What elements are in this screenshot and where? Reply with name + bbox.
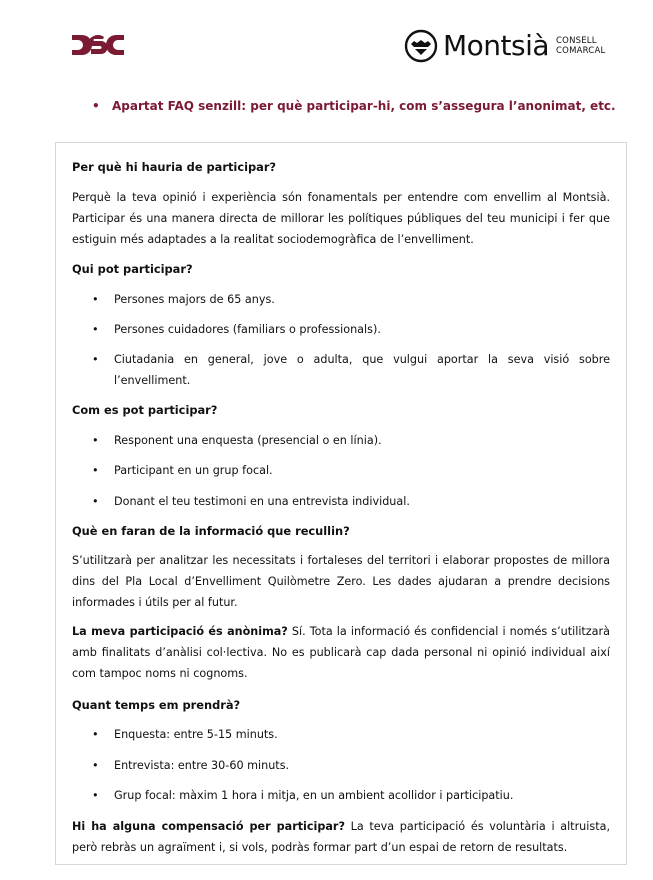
faq-question-use: Què en faran de la informació que recullin?: [72, 524, 350, 538]
list-item-text: Persones majors de 65 anys.: [114, 293, 275, 306]
bullet-icon: •: [92, 495, 99, 508]
list-item-text: Responent una enquesta (presencial o en línia).: [114, 434, 382, 447]
list-item: [92, 724, 610, 745]
faq-answer-comp: La teva participació és voluntària i altruista, però rebràs un agraïment i, si vols, podràs formar part d’un espai de retorn de resultats.: [72, 820, 610, 854]
montsia-emblem-icon: [404, 29, 438, 63]
intro-bullet-text: Apartat FAQ senzill: per què participar-hi, com s’assegura l’anonimat, etc.: [112, 99, 616, 113]
faq-compensation: [72, 816, 610, 858]
list-item: [92, 785, 610, 806]
faq-question-how: Com es pot participar?: [72, 403, 218, 417]
faq-question-time: Quant temps em prendrà?: [72, 698, 241, 712]
faq-anonymity: [72, 621, 610, 684]
faq-answer-use: S’utilitzarà per analitzar les necessitats i fortaleses del territori i elaborar propostes de millora dins del Pla Local d’Envelliment Quilòmetre Zero. Les dades ajudaran a prendre decisions informades i útils per al futur.: [72, 554, 610, 609]
bullet-icon: •: [92, 759, 99, 772]
list-item-text: Entrevista: entre 30-60 minuts.: [114, 759, 290, 772]
bullet-icon: •: [92, 353, 99, 366]
comarcal-text: COMARCAL: [556, 46, 606, 56]
list-item-text: Grup focal: màxim 1 hora i mitja, en un ambient acollidor i participatiu.: [114, 789, 514, 802]
list-item: [92, 319, 610, 340]
intro-bullet-item: [92, 99, 616, 113]
bullet-icon: •: [92, 789, 99, 802]
bullet-icon: •: [92, 728, 99, 741]
page-header: [0, 0, 653, 75]
bullet-icon: •: [92, 323, 99, 336]
list-item: [92, 460, 610, 481]
bullet-icon: •: [92, 434, 99, 447]
list-item: [92, 430, 610, 451]
faq-question-anon: La meva participació és anònima?: [72, 625, 288, 638]
list-item-text: Enquesta: entre 5-15 minuts.: [114, 728, 278, 741]
consell-text: CONSELL: [556, 36, 597, 46]
faq-question-who: Qui pot participar?: [72, 262, 193, 276]
faq-question-comp: Hi ha alguna compensació per participar?: [72, 820, 345, 833]
list-item: [92, 289, 610, 310]
montsia-logo: [404, 28, 605, 64]
bullet-icon: •: [92, 464, 99, 477]
bullet-icon: •: [92, 99, 100, 113]
list-item-text: Donant el teu testimoni en una entrevista individual.: [114, 495, 410, 508]
faq-box: [55, 142, 627, 865]
list-item-text: Participant en un grup focal.: [114, 464, 273, 477]
dsc-logo: [72, 33, 124, 57]
montsia-wordmark: Montsià: [443, 29, 550, 62]
list-item-text: Ciutadania en general, jove o adulta, que vulgui aportar la seva visió sobre l’envelliment.: [114, 353, 610, 387]
consell-comarcal-label: [556, 36, 605, 56]
bullet-icon: •: [92, 293, 99, 306]
faq-question-why: Per què hi hauria de participar?: [72, 160, 277, 174]
list-item-text: Persones cuidadores (familiars o professionals).: [114, 323, 381, 336]
list-item: [92, 491, 610, 512]
list-item: [92, 755, 610, 776]
list-item: [92, 349, 610, 391]
faq-answer-anon: Sí. Tota la informació és confidencial i només s’utilitzarà amb finalitats d’anàlisi col·lectiva. No es publicarà cap dada personal ni opinió individual així com tampoc noms ni cognoms.: [72, 625, 610, 680]
faq-answer-why: Perquè la teva opinió i experiència són fonamentals per entendre com envellim al Montsià. Participar és una manera directa de millorar les polítiques públiques del teu municipi i fer que estiguin més adaptades a la realitat sociodemogràfica de l’envelliment.: [72, 191, 610, 246]
